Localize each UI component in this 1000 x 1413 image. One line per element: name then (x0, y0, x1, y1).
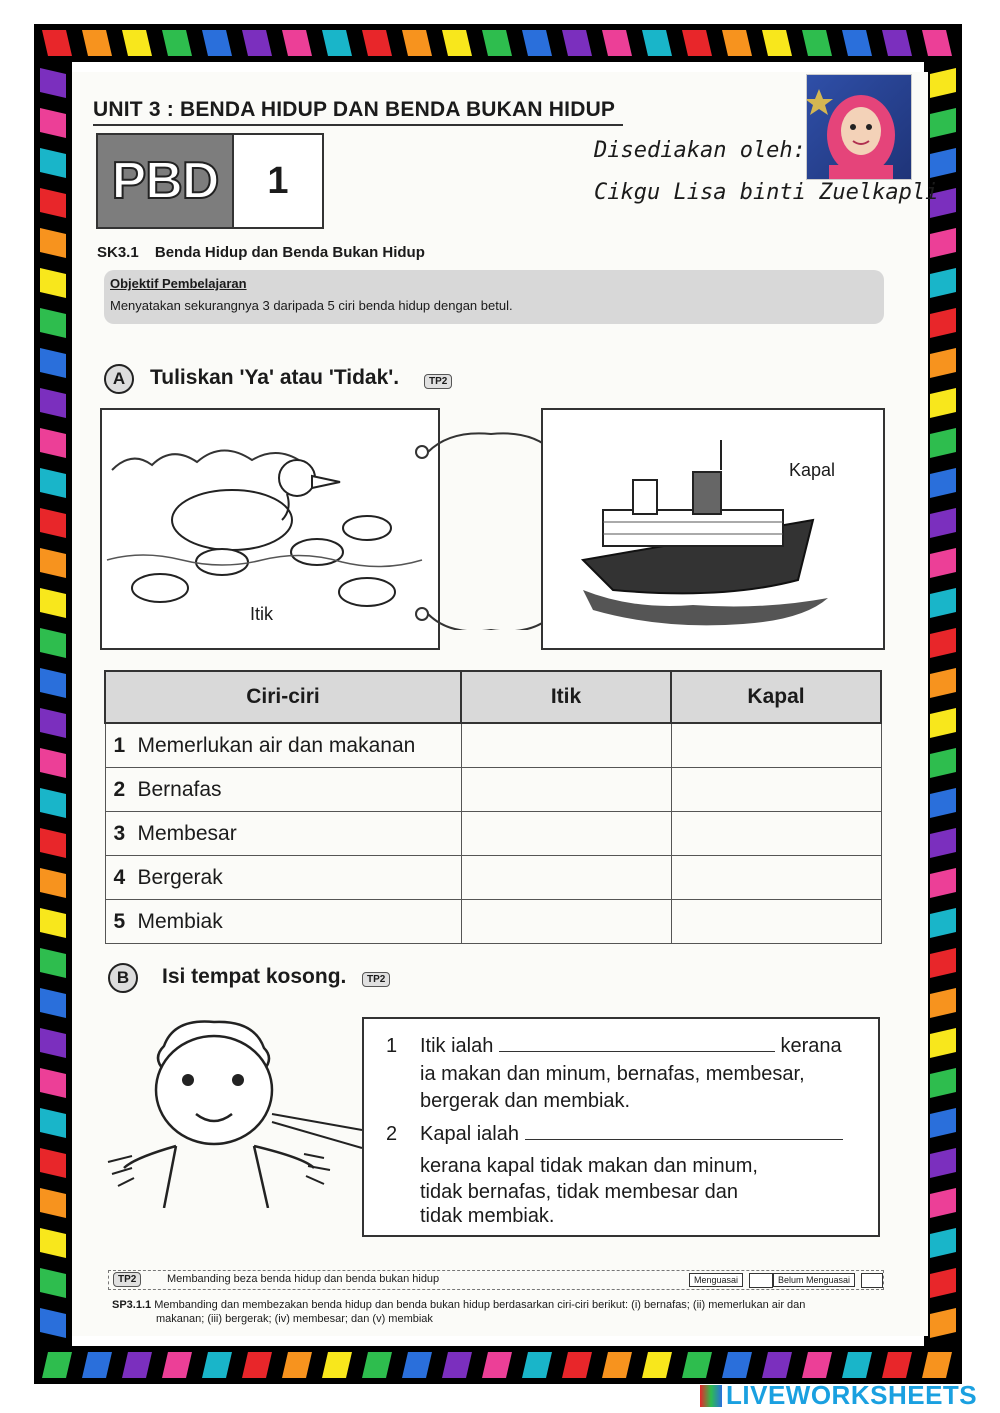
liveworksheets-icon (700, 1385, 722, 1407)
answer-kapal-1[interactable] (671, 723, 881, 768)
row-label-cell (105, 856, 461, 900)
table-row (105, 900, 881, 944)
question-1-line-1 (420, 1033, 842, 1060)
section-b-title: Isi tempat kosong. (162, 965, 347, 988)
boy-illustration (104, 1018, 366, 1208)
mastered-label: Menguasai (689, 1273, 743, 1287)
mastered-checkbox[interactable] (749, 1273, 773, 1288)
table-row (105, 856, 881, 900)
footer-tp-badge: TP2 (113, 1272, 141, 1287)
standard-line (97, 244, 425, 261)
footer-tp-bar (108, 1270, 884, 1290)
row-label: Bergerak (137, 865, 223, 889)
row-number: 4 (113, 865, 126, 889)
not-mastered-checkbox[interactable] (861, 1273, 883, 1288)
question-2-num: 2 (386, 1123, 398, 1145)
question-1-line-2: ia makan dan minum, bernafas, membesar, (420, 1063, 805, 1085)
answer-itik-2[interactable] (461, 768, 671, 812)
prepared-by-label: Disediakan oleh: (594, 138, 806, 163)
fill-in-bubble (362, 1017, 880, 1237)
ship-caption: Kapal (789, 460, 836, 480)
answer-blank-2[interactable] (525, 1139, 843, 1140)
question-2-line-4: tidak membiak. (420, 1205, 555, 1227)
footer-tp-text: Membanding beza benda hidup dan benda bukan hidup (167, 1273, 440, 1285)
section-a-title: Tuliskan 'Ya' atau 'Tidak'. (150, 366, 400, 389)
row-label: Membiak (137, 909, 223, 933)
title-underline (93, 124, 623, 126)
ship-illustration (543, 410, 883, 648)
section-b-badge: B (108, 963, 138, 993)
answer-itik-1[interactable] (461, 723, 671, 768)
section-a-badge: A (104, 364, 134, 394)
objective-title: Objektif Pembelajaran (110, 276, 247, 291)
footer-sp-text-1: Membanding dan membezakan benda hidup dan benda bukan hidup berdasarkan ciri-ciri berikut: (i) bernafas; (ii) memerlukan air dan (154, 1299, 806, 1311)
row-label: Bernafas (137, 777, 222, 801)
footer-sp-code: SP3.1.1 (112, 1299, 152, 1311)
brand-name: LIVEWORKSHEETS (726, 1380, 978, 1410)
question-2-line-3: tidak bernafas, tidak membesar dan (420, 1181, 738, 1203)
row-label: Membesar (137, 821, 237, 845)
objective-box (104, 270, 884, 324)
row-label-cell (105, 723, 461, 768)
liveworksheets-logo (700, 1380, 977, 1411)
pbd-label: PBD (111, 152, 219, 210)
question-1-end: kerana (780, 1035, 842, 1057)
question-1-num: 1 (386, 1035, 398, 1057)
row-label-cell (105, 812, 461, 856)
duck-caption: Itik (250, 604, 274, 624)
question-1-start: Itik ialah (420, 1035, 494, 1057)
teacher-avatar (806, 74, 912, 180)
answer-itik-5[interactable] (461, 900, 671, 944)
header-ciri: Ciri-ciri (105, 671, 461, 723)
table-row (105, 768, 881, 812)
objective-text: Menyatakan sekurangnya 3 daripada 5 ciri benda hidup dengan betul. (110, 298, 513, 313)
answer-kapal-3[interactable] (671, 812, 881, 856)
duck-card (100, 408, 440, 650)
section-b-tp-badge: TP2 (362, 972, 390, 987)
header-kapal: Kapal (671, 671, 881, 723)
question-1-line-3: bergerak dan membiak. (420, 1090, 631, 1112)
characteristics-table (104, 670, 882, 944)
answer-itik-4[interactable] (461, 856, 671, 900)
answer-kapal-4[interactable] (671, 856, 881, 900)
table-row (105, 723, 881, 768)
row-label: Memerlukan air dan makanan (137, 733, 416, 757)
table-row (105, 812, 881, 856)
answer-itik-3[interactable] (461, 812, 671, 856)
row-label-cell (105, 768, 461, 812)
teacher-name: Cikgu Lisa binti Zuelkapli (594, 180, 939, 205)
question-2-start: Kapal ialah (420, 1123, 519, 1145)
row-number: 3 (113, 821, 126, 845)
answer-kapal-5[interactable] (671, 900, 881, 944)
not-mastered-label: Belum Menguasai (773, 1273, 855, 1287)
header-itik: Itik (461, 671, 671, 723)
row-number: 2 (113, 777, 126, 801)
answer-blank-1[interactable] (499, 1051, 775, 1052)
row-label-cell (105, 900, 461, 944)
pbd-number: 1 (267, 159, 289, 202)
footer-sp-text-2: makanan; (iii) bergerak; (iv) membesar; dan (v) membiak (156, 1313, 433, 1325)
ship-card (541, 408, 885, 650)
row-number: 5 (113, 909, 126, 933)
row-number: 1 (113, 733, 126, 757)
unit-title: UNIT 3 : BENDA HIDUP DAN BENDA BUKAN HIDUP (93, 98, 616, 121)
footer-sp-note (112, 1298, 882, 1326)
standard-code: SK3.1 (97, 244, 139, 261)
answer-kapal-2[interactable] (671, 768, 881, 812)
standard-title: Benda Hidup dan Benda Bukan Hidup (154, 244, 425, 261)
question-2-line-1 (420, 1121, 843, 1148)
section-a-tp-badge: TP2 (424, 374, 452, 389)
pbd-label-box (96, 133, 324, 229)
table-header-row (105, 671, 881, 723)
question-2-line-2: kerana kapal tidak makan dan minum, (420, 1155, 758, 1177)
